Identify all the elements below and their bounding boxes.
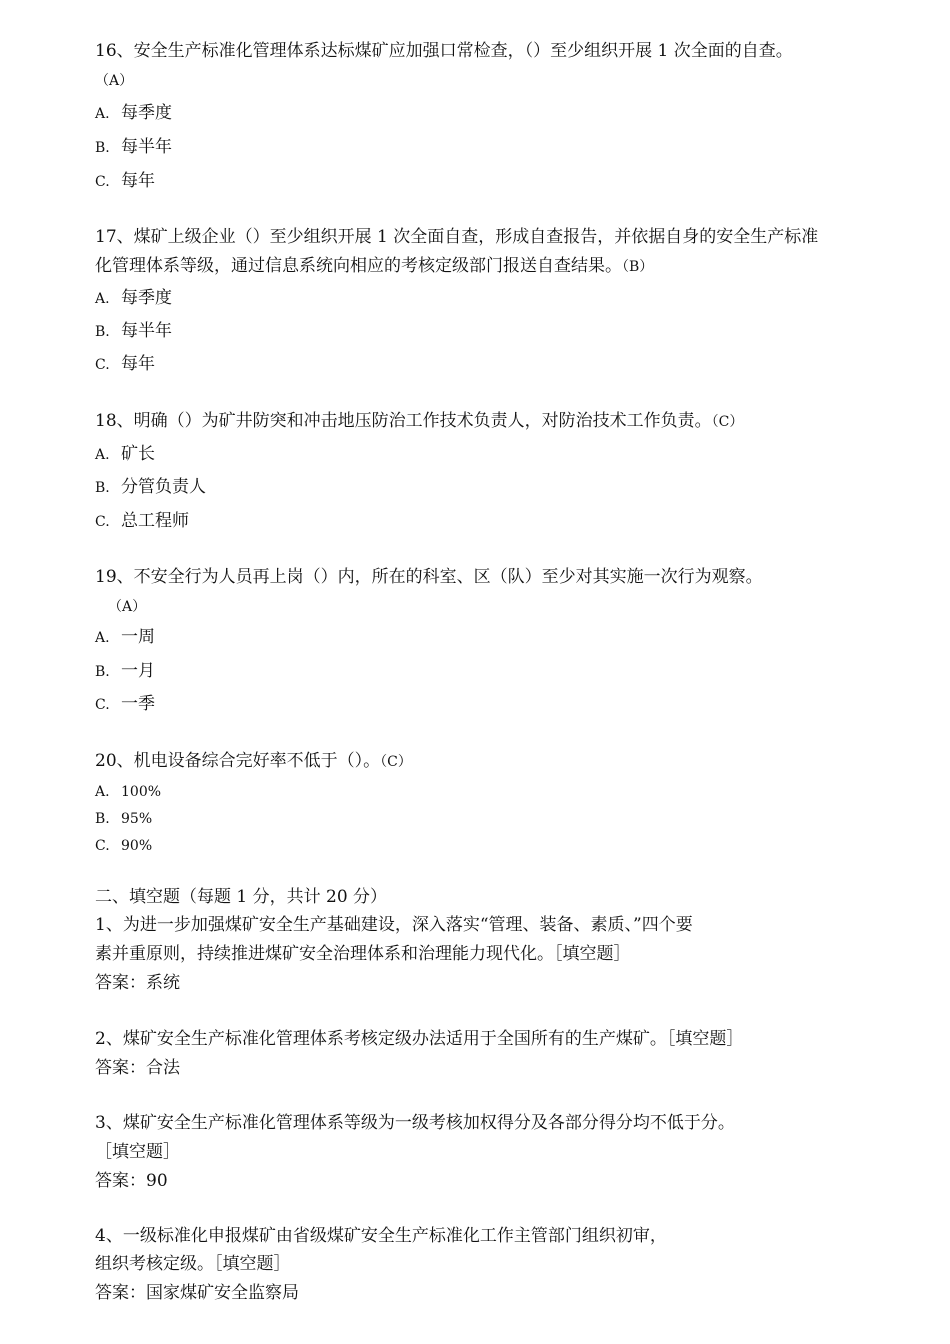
option-text: 100% bbox=[121, 784, 162, 800]
option-text: 一季 bbox=[121, 694, 155, 714]
question-19-answer: （A） bbox=[108, 599, 147, 615]
option-key: B. bbox=[95, 140, 110, 156]
option-text: 每半年 bbox=[121, 321, 172, 341]
question-19-option-a bbox=[95, 626, 155, 649]
option-key: C. bbox=[95, 174, 110, 190]
question-20-option-a bbox=[95, 780, 161, 803]
question-16-option-a bbox=[95, 102, 172, 125]
option-text: 每季度 bbox=[121, 288, 172, 308]
question-18-stem bbox=[95, 410, 743, 433]
option-key: A. bbox=[95, 291, 110, 307]
question-16-option-b bbox=[95, 136, 172, 159]
question-20-option-b bbox=[95, 807, 152, 830]
section-2-heading: 二、填空题（每题 1 分，共计 20 分） bbox=[95, 887, 388, 907]
fill-3-line-1: 3、煤矿安全生产标准化管理体系等级为一级考核加权得分及各部分得分均不低于分。 bbox=[95, 1113, 735, 1133]
question-18-stem-text: 18、明确（）为矿井防突和冲击地压防治工作技术负责人，对防治技术工作负责。 bbox=[95, 411, 712, 431]
fill-4-line-2: 组织考核定级。［填空题］ bbox=[95, 1254, 291, 1274]
question-19-stem: 19、不安全行为人员再上岗（）内，所在的科室、区（队）至少对其实施一次行为观察。 bbox=[95, 567, 763, 587]
question-18-answer: （C） bbox=[711, 414, 744, 430]
option-key: B. bbox=[95, 324, 110, 340]
option-key: A. bbox=[95, 106, 110, 122]
option-key: C. bbox=[95, 357, 110, 373]
question-17-option-b bbox=[95, 320, 172, 343]
option-text: 矿长 bbox=[121, 444, 155, 464]
fill-2-answer: 答案：合法 bbox=[95, 1058, 180, 1078]
option-text: 分管负责人 bbox=[121, 477, 206, 497]
option-text: 每年 bbox=[121, 354, 155, 374]
option-key: C. bbox=[95, 514, 110, 530]
option-key: A. bbox=[95, 784, 110, 800]
question-20-answer: （C） bbox=[380, 754, 412, 770]
option-key: B. bbox=[95, 664, 110, 680]
option-key: A. bbox=[95, 630, 110, 646]
option-text: 一月 bbox=[121, 661, 155, 681]
fill-1-answer: 答案：系统 bbox=[95, 973, 180, 993]
question-19-option-c bbox=[95, 693, 155, 716]
question-19-option-b bbox=[95, 660, 155, 683]
option-key: A. bbox=[95, 447, 110, 463]
fill-2-line-1: 2、煤矿安全生产标准化管理体系考核定级办法适用于全国所有的生产煤矿。［填空题］ bbox=[95, 1029, 744, 1049]
question-17-stem-line-1: 17、煤矿上级企业（）至少组织开展 1 次全面自查，形成自查报告，并依据自身的安全生产标准 bbox=[95, 227, 819, 247]
question-18-option-a bbox=[95, 443, 155, 466]
question-18-option-b bbox=[95, 476, 206, 499]
fill-3-line-2: ［填空题］ bbox=[95, 1142, 180, 1162]
fill-4-answer: 答案：国家煤矿安全监察局 bbox=[95, 1283, 299, 1303]
fill-4-line-1: 4、一级标准化申报煤矿由省级煤矿安全生产标准化工作主管部门组织初审， bbox=[95, 1226, 667, 1246]
option-key: B. bbox=[95, 480, 110, 496]
fill-1-line-2: 素并重原则，持续推进煤矿安全治理体系和治理能力现代化。［填空题］ bbox=[95, 944, 631, 964]
fill-3-answer: 答案：90 bbox=[95, 1171, 168, 1191]
question-17-stem-line-2 bbox=[95, 255, 653, 278]
question-20-stem-text: 20、机电设备综合完好率不低于（）。 bbox=[95, 751, 381, 771]
question-16-option-c bbox=[95, 170, 155, 193]
option-text: 每季度 bbox=[121, 103, 172, 123]
option-key: C. bbox=[95, 697, 110, 713]
fill-1-line-1: 1、为进一步加强煤矿安全生产基础建设，深入落实“管理、装备、素质、”四个要 bbox=[95, 915, 693, 935]
question-16-stem: 16、安全生产标准化管理体系达标煤矿应加强口常检查，（）至少组织开展 1 次全面的自查。 bbox=[95, 41, 793, 61]
question-20-stem bbox=[95, 750, 412, 773]
option-text: 95% bbox=[121, 811, 153, 827]
question-17-option-c bbox=[95, 353, 155, 376]
question-17-answer: （B） bbox=[622, 259, 654, 275]
question-16-answer: （A） bbox=[95, 73, 134, 89]
option-key: B. bbox=[95, 811, 110, 827]
option-text: 90% bbox=[121, 838, 153, 854]
question-17-option-a bbox=[95, 287, 172, 310]
option-text: 一周 bbox=[121, 627, 155, 647]
option-text: 总工程师 bbox=[121, 511, 189, 531]
option-key: C. bbox=[95, 838, 110, 854]
question-18-option-c bbox=[95, 510, 189, 533]
question-17-stem-text: 化管理体系等级，通过信息系统向相应的考核定级部门报送自查结果。 bbox=[95, 256, 622, 276]
option-text: 每半年 bbox=[121, 137, 172, 157]
question-20-option-c bbox=[95, 834, 152, 857]
option-text: 每年 bbox=[121, 171, 155, 191]
